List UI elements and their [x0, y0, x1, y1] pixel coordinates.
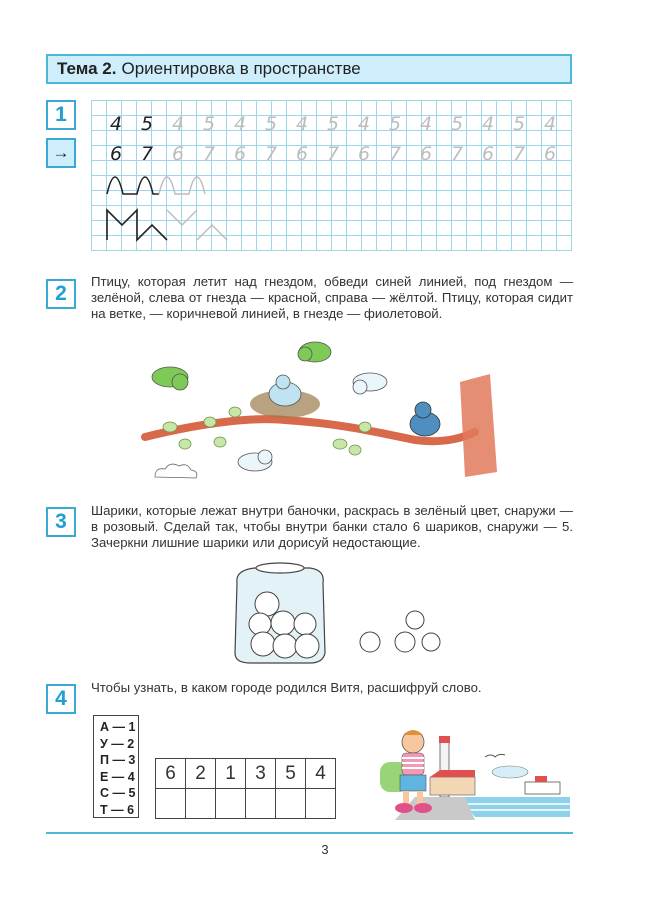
answer-row	[156, 789, 336, 819]
task-number-4: 4	[46, 684, 76, 714]
answer-cell[interactable]	[156, 789, 186, 819]
grid-writing-content	[91, 100, 571, 250]
code-row	[156, 759, 336, 789]
zigzag-pattern-sample	[107, 210, 167, 240]
bird-right-white	[353, 373, 387, 394]
answer-cell[interactable]	[306, 789, 336, 819]
task-3-instructions: Шарики, которые лежат внутри баночки, раскрась в зелёный цвет, снаружи — в розовый. Сделай так, чтобы внутри банки стало 6 шариков, снаружи — 5. Зачеркни лишние шарики или дорисуй недостающие.	[91, 503, 573, 550]
birds-on-branch-illustration	[125, 332, 510, 492]
code-cell: 3	[246, 759, 276, 789]
balls-outside-jar	[360, 611, 440, 652]
answer-cell[interactable]	[216, 789, 246, 819]
answer-cell[interactable]	[276, 789, 306, 819]
cipher-legend	[93, 715, 139, 818]
arches-pattern-sample	[107, 177, 159, 194]
jar-with-balls-illustration	[225, 558, 450, 670]
zigzag-pattern-trace	[167, 210, 227, 240]
legend-entry: А — 1	[100, 720, 136, 734]
legend-entry: П — 3	[100, 753, 136, 767]
topic-header	[46, 54, 572, 84]
cipher-table	[155, 758, 336, 819]
legend-entry: Е — 4	[100, 769, 135, 784]
arrow-marker-icon: →	[46, 138, 76, 168]
code-cell: 1	[216, 759, 246, 789]
code-cell: 6	[156, 759, 186, 789]
code-cell: 2	[186, 759, 216, 789]
answer-cell[interactable]	[246, 789, 276, 819]
writing-grid[interactable]	[91, 100, 572, 251]
legend-entry: Т — 6	[100, 802, 135, 817]
task-4-instructions: Чтобы узнать, в каком городе родился Витя, расшифруй слово.	[91, 680, 482, 695]
legend-entry: У — 2	[100, 736, 135, 751]
task-2-instructions: Птицу, которая летит над гнездом, обведи синей линией, под гнездом — зелёной, слева от гнезда — красной, справа — жёлтой. Птицу, которая сидит на ветке, — коричневой линией, в гнезде — фиолетовой.	[91, 274, 573, 321]
bird-below-white	[238, 450, 272, 471]
footer-divider	[46, 832, 573, 834]
code-cell: 5	[276, 759, 306, 789]
task-number-2: 2	[46, 279, 76, 309]
code-cell: 4	[306, 759, 336, 789]
digits-row-1: 4 5 4 5 4 5 4 5 4 5 4 5 4 5 4	[110, 113, 557, 135]
topic-title: Ориентировка в пространстве	[121, 59, 361, 78]
page-number: 3	[321, 842, 329, 857]
bird-left-green	[152, 367, 188, 390]
answer-cell[interactable]	[186, 789, 216, 819]
bird-in-nest	[269, 375, 301, 406]
bird-top-green	[298, 342, 331, 362]
legend-entry: С — 5	[100, 786, 136, 800]
digits-row-2: 6 7 6 7 6 7 6 7 6 7 6 7 6 7 6	[110, 143, 557, 165]
task-number-1: 1	[46, 100, 76, 130]
boy-at-seaside-illustration	[375, 722, 575, 822]
arches-pattern-trace	[159, 177, 205, 194]
bird-on-branch-blue	[410, 402, 440, 436]
topic-label: Тема 2.	[57, 59, 117, 78]
task-number-3: 3	[46, 507, 76, 537]
